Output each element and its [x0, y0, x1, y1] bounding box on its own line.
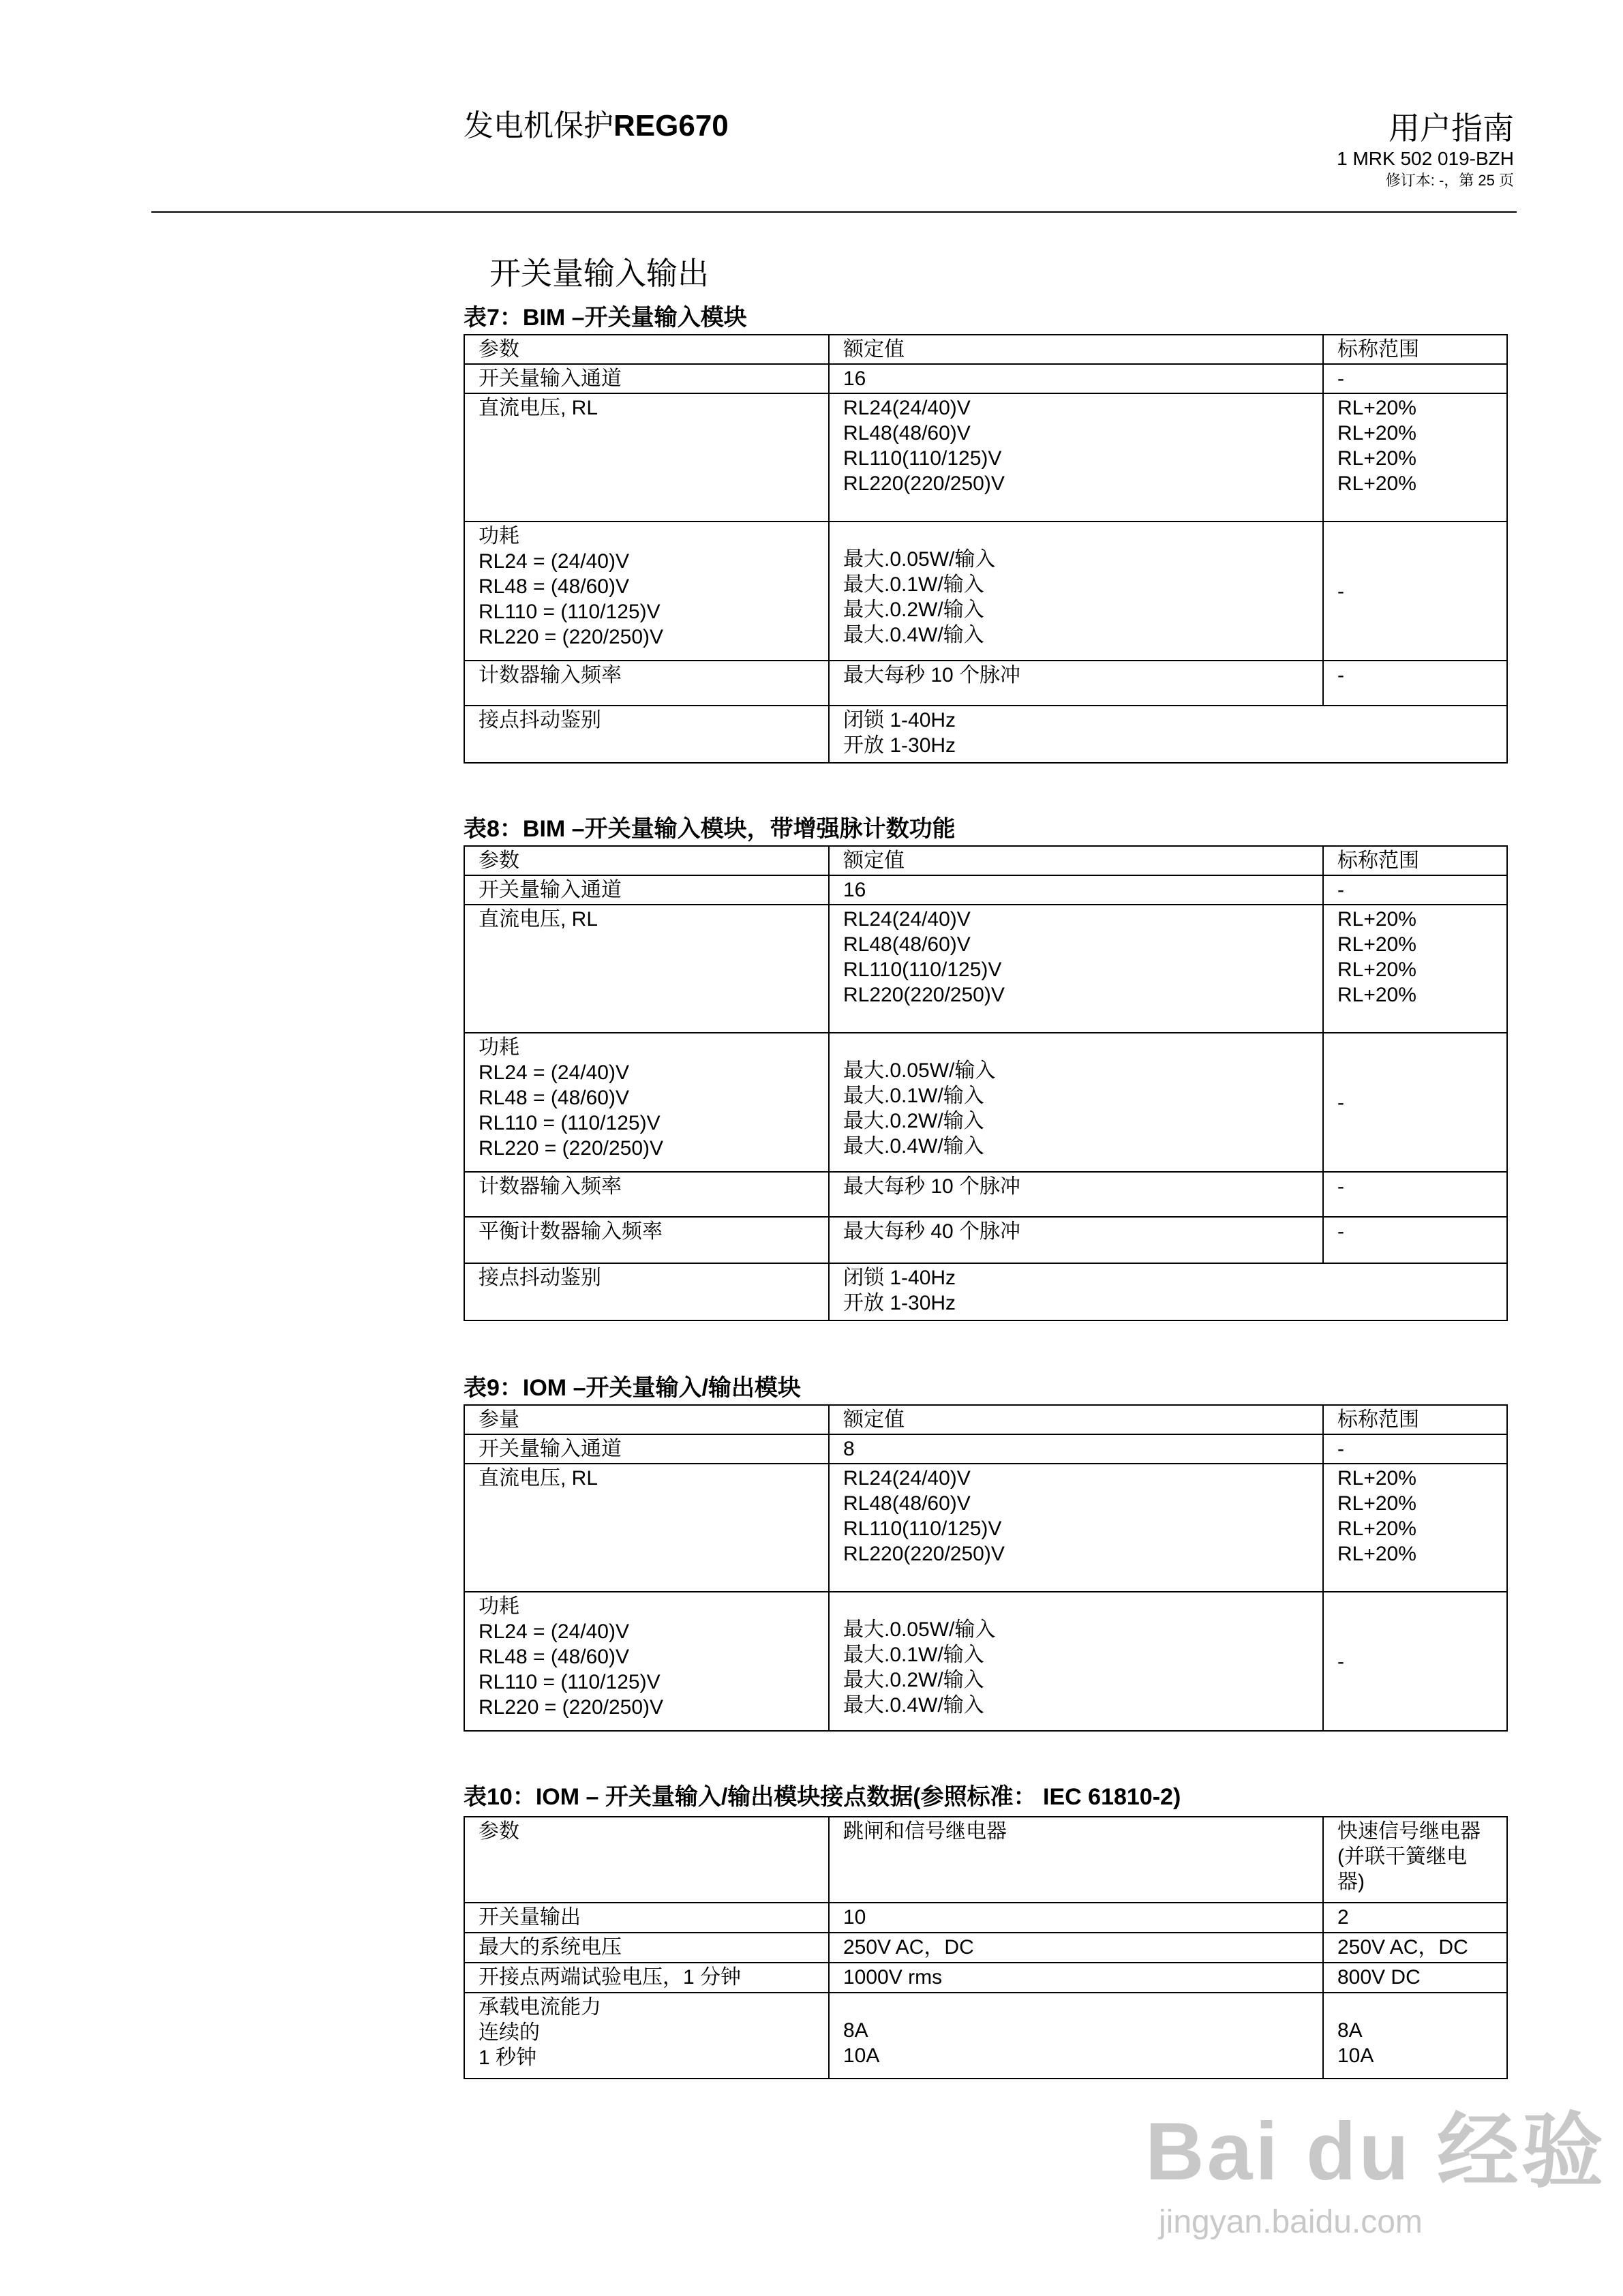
- cell-line: 最大.0.4W/输入: [843, 1135, 984, 1158]
- header-cell: 额定值: [829, 1405, 1323, 1434]
- table-cell: [829, 1033, 1323, 1172]
- cell-line: 最大.0.4W/输入: [843, 624, 984, 646]
- table-row: [464, 364, 1507, 393]
- cell-line: RL220 = (220/250)V: [479, 1137, 664, 1160]
- cell-line: RL+20%: [1337, 908, 1416, 931]
- cell-line: RL48(48/60)V: [843, 1492, 971, 1515]
- cell-line: RL+20%: [1337, 472, 1416, 495]
- cell-line: RL+20%: [1337, 1543, 1416, 1565]
- table-cell: [1323, 1993, 1507, 2079]
- table-cell: 开接点两端试验电压，1 分钟: [464, 1963, 829, 1993]
- cell-line: 最大.0.05W/输入: [843, 548, 996, 571]
- table-cell: 直流电压, RL: [464, 393, 829, 522]
- cell-line: 最大.0.4W/输入: [843, 1694, 984, 1717]
- cell-line: RL48 = (48/60)V: [479, 1087, 629, 1109]
- watermark-url: jingyan.baidu.com: [1159, 2204, 1423, 2240]
- table7: [464, 334, 1508, 764]
- cell-line: 最大.0.2W/输入: [843, 1110, 984, 1132]
- table-row: [464, 706, 1507, 763]
- cell-line: 最大.0.1W/输入: [843, 1644, 984, 1666]
- table-cell: 开关量输出: [464, 1903, 829, 1933]
- table-cell: 16: [829, 875, 1323, 905]
- table-cell: 最大每秒 40 个脉冲: [829, 1217, 1323, 1263]
- section-title: 开关量输入输出: [489, 256, 709, 291]
- cell-line: RL+20%: [1337, 958, 1416, 981]
- header-right: [1337, 109, 1514, 191]
- table-cell: [464, 1592, 829, 1731]
- table-cell: [1323, 393, 1507, 522]
- table7-caption: 表7：BIM –开关量输入模块: [464, 305, 747, 331]
- table-cell: [464, 522, 829, 661]
- table-cell: 8: [829, 1434, 1323, 1464]
- cell-line: 开放 1-30Hz: [843, 1292, 956, 1314]
- guide-label: 用户指南: [1389, 110, 1514, 146]
- table-cell: 计数器输入频率: [464, 661, 829, 706]
- cell-line: RL48 = (48/60)V: [479, 575, 629, 598]
- table-cell: 平衡计数器输入频率: [464, 1217, 829, 1263]
- table-cell: 最大每秒 10 个脉冲: [829, 1172, 1323, 1217]
- table-cell: 直流电压, RL: [464, 1464, 829, 1592]
- cell-line: RL220 = (220/250)V: [479, 626, 664, 648]
- table-row: [464, 393, 1507, 522]
- table-cell: 10: [829, 1903, 1323, 1933]
- table-cell: [829, 706, 1507, 763]
- cell-line: RL+20%: [1337, 447, 1416, 470]
- cell-line: RL24(24/40)V: [843, 397, 971, 419]
- table-cell: 2: [1323, 1903, 1507, 1933]
- cell-line: RL110 = (110/125)V: [479, 1112, 661, 1134]
- table-header-row: [464, 335, 1507, 364]
- cell-line: RL+20%: [1337, 933, 1416, 956]
- cell-line: RL220(220/250)V: [843, 984, 1005, 1006]
- cell-line: RL+20%: [1337, 397, 1416, 419]
- table-cell: 1000V rms: [829, 1963, 1323, 1993]
- table-row: [464, 875, 1507, 905]
- cell-line: RL110(110/125)V: [843, 447, 1002, 470]
- table-row: [464, 1903, 1507, 1933]
- table-header-row: [464, 846, 1507, 875]
- table-row: [464, 905, 1507, 1033]
- table9-caption: 表9：IOM –开关量输入/输出模块: [464, 1375, 801, 1401]
- cell-line: RL220 = (220/250)V: [479, 1696, 664, 1719]
- table-cell: -: [1323, 661, 1507, 706]
- table-row: [464, 1172, 1507, 1217]
- header-cell: 参数: [464, 335, 829, 364]
- cell-line: RL+20%: [1337, 1467, 1416, 1490]
- header-cell: 跳闸和信号继电器: [829, 1817, 1323, 1903]
- table-row: [464, 1933, 1507, 1963]
- table-cell: [1323, 905, 1507, 1033]
- table-cell: 16: [829, 364, 1323, 393]
- table-cell: 250V AC，DC: [1323, 1933, 1507, 1963]
- table-cell: 直流电压, RL: [464, 905, 829, 1033]
- table10: [464, 1816, 1508, 2079]
- table-cell: -: [1323, 1217, 1507, 1263]
- cell-line: RL48 = (48/60)V: [479, 1646, 629, 1668]
- table-cell: -: [1323, 875, 1507, 905]
- cell-line: RL+20%: [1337, 422, 1416, 444]
- header-divider: [151, 211, 1517, 213]
- header-cell: 标称范围: [1323, 1405, 1507, 1434]
- revision-page: 修订本: -，第 25 页: [1385, 172, 1514, 189]
- table-row: [464, 522, 1507, 661]
- header-cell: 快速信号继电器(并联干簧继电器): [1323, 1817, 1507, 1903]
- cell-line: 10A: [1337, 2044, 1374, 2067]
- table-cell: -: [1323, 522, 1507, 661]
- cell-line: RL+20%: [1337, 984, 1416, 1006]
- cell-line: 最大.0.1W/输入: [843, 573, 984, 596]
- cell-line: 10A: [843, 2044, 880, 2067]
- doc-number: 1 MRK 502 019-BZH: [1337, 148, 1514, 169]
- cell-line: 1 秒钟: [479, 2046, 537, 2069]
- table-cell: 接点抖动鉴别: [464, 706, 829, 763]
- cell-line: RL24 = (24/40)V: [479, 1061, 629, 1084]
- table10-caption: 表10：IOM – 开关量输入/输出模块接点数据(参照标准： IEC 61810-2): [464, 1784, 1181, 1810]
- cell-line: 功耗: [479, 1595, 519, 1618]
- table-cell: -: [1323, 1172, 1507, 1217]
- table-cell: 开关量输入通道: [464, 364, 829, 393]
- table-cell: -: [1323, 364, 1507, 393]
- table-cell: [829, 1592, 1323, 1731]
- table-row: [464, 1263, 1507, 1320]
- header-cell: 参数: [464, 846, 829, 875]
- header-cell: 标称范围: [1323, 335, 1507, 364]
- table-cell: [829, 1993, 1323, 2079]
- table9: [464, 1404, 1508, 1732]
- cell-line: 连续的: [479, 2021, 540, 2044]
- table-cell: 接点抖动鉴别: [464, 1263, 829, 1320]
- cell-line: RL24(24/40)V: [843, 908, 971, 931]
- table-cell: 250V AC，DC: [829, 1933, 1323, 1963]
- cell-line: 功耗: [479, 525, 519, 547]
- watermark-brand: Bai du 经验: [1145, 2106, 1607, 2197]
- cell-line: 8A: [843, 2019, 868, 2042]
- table-cell: [1323, 1464, 1507, 1592]
- cell-line: 闭锁 1-40Hz: [843, 709, 956, 731]
- cell-line: 最大.0.1W/输入: [843, 1085, 984, 1107]
- cell-line: RL110(110/125)V: [843, 958, 1002, 981]
- table-cell: [829, 1263, 1507, 1320]
- cell-line: 闭锁 1-40Hz: [843, 1267, 956, 1289]
- table-cell: -: [1323, 1033, 1507, 1172]
- header-cell: 参量: [464, 1405, 829, 1434]
- table-cell: [829, 905, 1323, 1033]
- header-cell: 额定值: [829, 335, 1323, 364]
- table8: [464, 845, 1508, 1321]
- table-cell: [464, 1033, 829, 1172]
- cell-line: 最大.0.05W/输入: [843, 1059, 996, 1082]
- table-cell: -: [1323, 1592, 1507, 1731]
- cell-line: 最大.0.05W/输入: [843, 1618, 996, 1641]
- cell-line: RL+20%: [1337, 1492, 1416, 1515]
- cell-line: 最大.0.2W/输入: [843, 1669, 984, 1691]
- cell-line: RL+20%: [1337, 1517, 1416, 1540]
- cell-line: RL110 = (110/125)V: [479, 1671, 661, 1693]
- cell-line: RL220(220/250)V: [843, 1543, 1005, 1565]
- header-cell: 标称范围: [1323, 846, 1507, 875]
- table8-caption: 表8：BIM –开关量输入模块，带增强脉计数功能: [464, 816, 956, 842]
- table-row: [464, 1592, 1507, 1731]
- table-cell: 最大的系统电压: [464, 1933, 829, 1963]
- table-cell: 开关量输入通道: [464, 875, 829, 905]
- table-cell: 800V DC: [1323, 1963, 1507, 1993]
- header-cell: 额定值: [829, 846, 1323, 875]
- cell-line: RL24 = (24/40)V: [479, 550, 629, 573]
- table-row: [464, 1464, 1507, 1592]
- table-cell: [464, 1993, 829, 2079]
- cell-line: RL110(110/125)V: [843, 1517, 1002, 1540]
- table-row: [464, 1434, 1507, 1464]
- table-cell: 最大每秒 10 个脉冲: [829, 661, 1323, 706]
- cell-line: RL48(48/60)V: [843, 933, 971, 956]
- cell-line: 最大.0.2W/输入: [843, 599, 984, 621]
- table-row: [464, 1217, 1507, 1263]
- table-cell: 开关量输入通道: [464, 1434, 829, 1464]
- document-title: 发电机保护REG670: [464, 109, 729, 142]
- table-cell: -: [1323, 1434, 1507, 1464]
- table-row: [464, 1993, 1507, 2079]
- cell-line: 开放 1-30Hz: [843, 734, 956, 757]
- table-cell: 计数器输入频率: [464, 1172, 829, 1217]
- cell-line: RL220(220/250)V: [843, 472, 1005, 495]
- cell-line: RL48(48/60)V: [843, 422, 971, 444]
- cell-line: RL24 = (24/40)V: [479, 1620, 629, 1643]
- cell-line: 承载电流能力: [479, 1996, 601, 2019]
- table-row: [464, 1033, 1507, 1172]
- table-header-row: [464, 1817, 1507, 1903]
- baidu-watermark: [1145, 2086, 1606, 2241]
- table-row: [464, 1963, 1507, 1993]
- table-row: [464, 661, 1507, 706]
- cell-line: 功耗: [479, 1036, 519, 1059]
- cell-line: 8A: [1337, 2019, 1363, 2042]
- cell-line: RL24(24/40)V: [843, 1467, 971, 1490]
- header-cell: 参数: [464, 1817, 829, 1903]
- table-cell: [829, 1464, 1323, 1592]
- table-cell: [829, 393, 1323, 522]
- table-cell: [829, 522, 1323, 661]
- cell-line: RL110 = (110/125)V: [479, 601, 661, 623]
- table-header-row: [464, 1405, 1507, 1434]
